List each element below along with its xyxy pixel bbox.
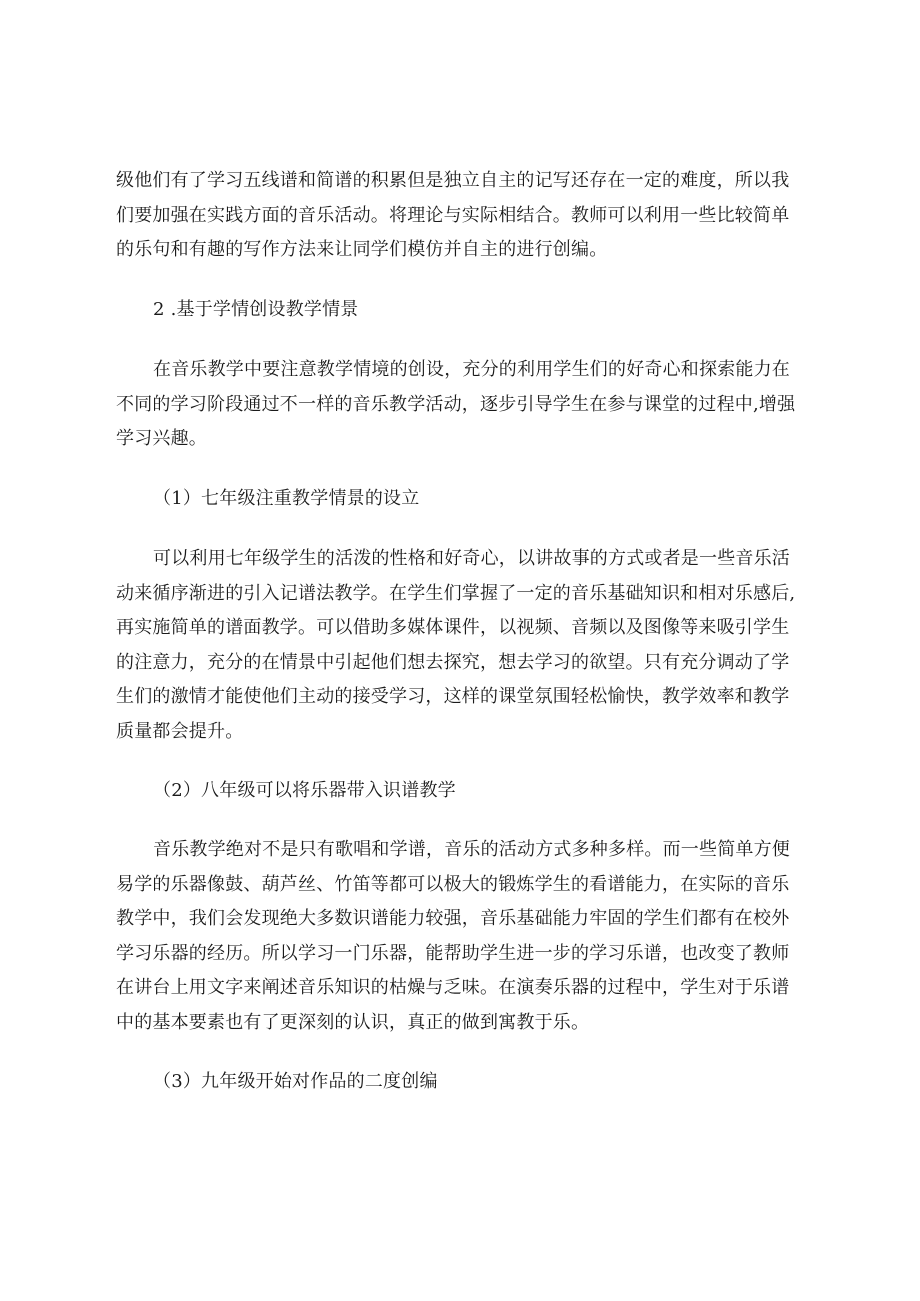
sub-2-heading: （2）八年级可以将乐器带入识谱教学 [153, 780, 456, 801]
text-line: 级他们有了学习五线谱和简谱的积累但是独立自主的记写还存在一定的难度，所以我 [116, 170, 790, 191]
text-line: 学习兴趣。 [116, 428, 207, 449]
section-2-heading: 2 .基于学情创设教学情景 [153, 299, 359, 320]
text-line: 质量都会提升。 [116, 720, 244, 742]
section-2-paragraph [116, 353, 806, 457]
text-line: 在音乐教学中要注意教学情境的创设，充分的利用学生们的好奇心和探索能力在 [153, 359, 790, 380]
text-line: 在讲台上用文字来阐述音乐知识的枯燥与乏味。在演奏乐器的过程中，学生对于乐谱 [116, 977, 790, 998]
text-line: 们要加强在实践方面的音乐活动。将理论与实际相结合。教师可以利用一些比较简单 [116, 204, 790, 226]
text-line: 不同的学习阶段通过不一样的音乐教学活动，逐步引导学生在参与课堂的过程中,增强 [116, 393, 796, 415]
text-line: 动来循序渐进的引入记谱法教学。在学生们掌握了一定的音乐基础知识和相对乐感后, [116, 582, 796, 604]
text-line: 再实施简单的谱面教学。可以借助多媒体课件，以视频、音频以及图像等来吸引学生 [116, 617, 790, 638]
text-line: 教学中，我们会发现绝大多数识谱能力较强，音乐基础能力牢固的学生们都有在校外 [116, 908, 790, 929]
sub-1-paragraph [116, 542, 806, 749]
text-line: 的注意力，充分的在情景中引起他们想去探究，想去学习的欲望。只有充分调动了学 [116, 651, 790, 673]
sub-3-heading: （3）九年级开始对作品的二度创编 [153, 1071, 438, 1092]
text-line: 学习乐器的经历。所以学习一门乐器，能帮助学生进一步的学习乐谱，也改变了教师 [116, 942, 790, 964]
text-line: 生们的激情才能使他们主动的接受学习，这样的课堂氛围轻松愉快，教学效率和教学 [116, 686, 790, 707]
text-line: 中的基本要素也有了更深刻的认识，真正的做到寓教于乐。 [116, 1011, 590, 1033]
sub-2-paragraph [116, 833, 806, 1040]
text-line: 音乐教学绝对不是只有歌唱和学谱，音乐的活动方式多种多样。而一些简单方便 [153, 839, 790, 860]
text-line: 可以利用七年级学生的活泼的性格和好奇心，以讲故事的方式或者是一些音乐活 [153, 548, 790, 569]
text-line: 的乐句和有趣的写作方法来让同学们模仿并自主的进行创编。 [116, 239, 608, 260]
text-line: 易学的乐器像鼓、葫芦丝、竹笛等都可以极大的锻炼学生的看谱能力，在实际的音乐 [116, 873, 790, 895]
intro-paragraph [116, 164, 806, 268]
sub-1-heading: （1）七年级注重教学情景的设立 [153, 488, 420, 509]
